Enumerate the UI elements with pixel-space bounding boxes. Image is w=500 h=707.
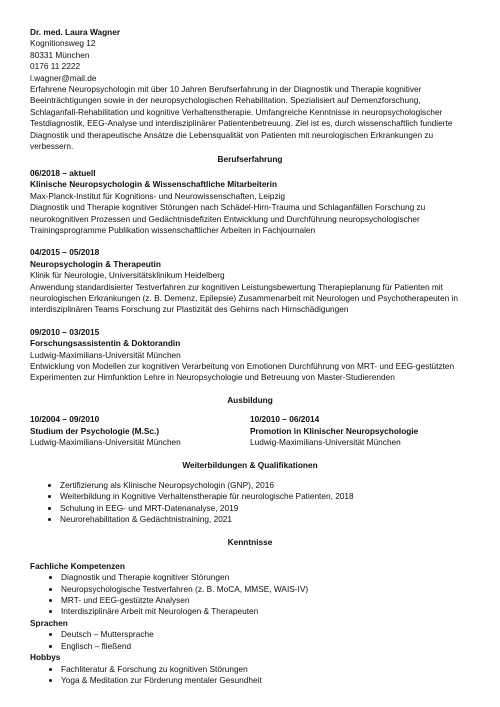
job-position: Klinische Neuropsychologin & Wissenschaftliche Mitarbeiterin (30, 179, 278, 190)
languages-group-label: Sprachen (30, 617, 68, 628)
job-employer: Klinik für Neurologie, Universitätsklinikum Heidelberg (30, 270, 225, 281)
list-item: • Diagnostik und Therapie kognitiver Störungen (61, 572, 470, 583)
phone-number: 0176 11 2222 (30, 61, 81, 72)
job-description-line: neurokognitiven Prozessen und Gedächtnisdefiziten Entwicklung und Durchführung neuropsychologischer (30, 213, 420, 224)
job-employer: Max-Planck-Institut für Kognitions- und Neurowissenschaften, Leipzig (30, 190, 286, 201)
list-item: • Interdisziplinäre Arbeit mit Neurologen & Therapeuten (61, 606, 470, 617)
languages-list (30, 629, 470, 652)
education-list (30, 414, 470, 448)
street-address: Kognitionsweg 12 (30, 38, 96, 49)
job-dates: 06/2018 – aktuell (30, 167, 96, 178)
list-item: • Schulung in EEG- und MRT-Datenanalyse, 2019 (60, 503, 470, 514)
job-position: Neuropsychologin & Therapeutin (30, 258, 161, 269)
job-dates: 04/2015 – 05/2018 (30, 247, 100, 258)
job-employer: Ludwig-Maximilians-Universität München (30, 349, 181, 360)
experience-entry (30, 247, 470, 315)
education-dates: 10/2010 – 06/2014 (250, 414, 320, 425)
job-description-line: Anwendung standardisierter Testverfahren zur kognitiven Leistungsbewertung Therapieplanung für Patienten mit (30, 281, 443, 292)
job-description-line: Trainingsprogramme Publikation wissenschaftlicher Arbeiten in Fachjournalen (30, 224, 316, 235)
list-item: • Englisch – fließend (61, 641, 470, 652)
experience-entry (30, 168, 470, 236)
list-item: • Weiterbildung in Kognitive Verhaltenstherapie für neurologische Patienten, 2018 (60, 491, 470, 502)
education-school: Ludwig-Maximilians-Universität München (30, 437, 181, 447)
hobbies-group-label: Hobbys (30, 652, 61, 663)
education-school: Ludwig-Maximilians-Universität München (250, 437, 401, 447)
list-item: • Fachliteratur & Forschung zu kognitiven Störungen (61, 664, 470, 675)
hobbies-list (30, 664, 470, 687)
education-heading: Ausbildung (227, 394, 273, 405)
summary-line: Diagnostik und therapeutische Ansätze die Lebensqualität von Patienten mit neurologischen Erkrankungen zu (30, 129, 434, 140)
city-address: 80331 München (30, 49, 90, 60)
list-item: • Yoga & Meditation zur Förderung mentaler Gesundheit (61, 675, 470, 686)
email-address: l.wagner@mail.de (30, 72, 97, 83)
summary-line: Beeinträchtigungen sowie in der neuropsychologischen Rehabilitation. Spezialisiert auf Demenzforschung, (30, 95, 421, 106)
education-dates: 10/2004 – 09/2010 (30, 414, 100, 425)
training-heading: Weiterbildungen & Qualifikationen (182, 460, 318, 471)
job-description-line: Experimenten zur Hirnfunktion Lehre in Neuropsychologie und Betreuung von Master-Studierenden (30, 372, 395, 383)
person-name: Dr. med. Laura Wagner (30, 27, 121, 37)
summary-line: verbessern. (30, 141, 74, 152)
list-item: • Zertifizierung als Klinische Neuropsychologin (GNP), 2016 (60, 480, 470, 491)
education-degree: Studium der Psychologie (M.Sc.) (30, 425, 160, 436)
skills-list (30, 572, 470, 618)
education-entry (30, 414, 250, 448)
training-list (30, 480, 470, 526)
education-entry (250, 414, 470, 448)
list-item: • Deutsch – Muttersprache (61, 629, 470, 640)
list-item: • MRT- und EEG-gestützte Analysen (61, 595, 470, 606)
summary-line: Erfahrene Neuropsychologin mit über 10 Jahren Berufserfahrung in der Diagnostik und Therapie kognitiver (30, 84, 422, 95)
experience-entry (30, 327, 470, 384)
job-description-line: Diagnostik und Therapie kognitiver Störungen nach Schädel-Hirn-Trauma und Schlaganfällen Forschung zu (30, 202, 426, 213)
job-description-line: neurologischen Erkrankungen (z. B. Demenz, Epilepsie) Zusammenarbeit mit Neurologen und Psychotherapeuten in (30, 292, 458, 303)
job-position: Forschungsassistentin & Doktorandin (30, 338, 181, 349)
list-item: • Neuropsychologische Testverfahren (z. B. MoCA, MMSE, WAIS-IV) (61, 584, 470, 595)
summary-paragraph (30, 84, 470, 152)
list-item: • Neurorehabilitation & Gedächtnistraining, 2021 (60, 514, 470, 525)
summary-line: Testdiagnostik, EEG-Analyse und interdisziplinärer Patientenbetreuung. Ziel ist es, durch wissenschaftlich fundierte (30, 118, 453, 129)
job-description-line: interdisziplinären Teams Forschung zur Plastizität des Gehirns nach Hirnschädigungen (30, 304, 349, 315)
skills-heading: Kenntnisse (227, 537, 273, 548)
job-description-line: Entwicklung von Modellen zur kognitiven Verarbeitung von Emotionen Durchführung von MRT- und EEG-gestützten (30, 360, 455, 371)
education-degree: Promotion in Klinischer Neuropsychologie (250, 425, 419, 436)
experience-heading: Berufserfahrung (217, 154, 283, 165)
summary-line: Schlaganfall-Rehabilitation und kognitive Verhaltenstherapie. Umfangreiche Kenntnisse in neuropsychologischer (30, 106, 443, 117)
job-dates: 09/2010 – 03/2015 (30, 326, 100, 337)
contact-block (30, 27, 470, 84)
skills-group-label: Fachliche Kompetenzen (30, 560, 125, 571)
